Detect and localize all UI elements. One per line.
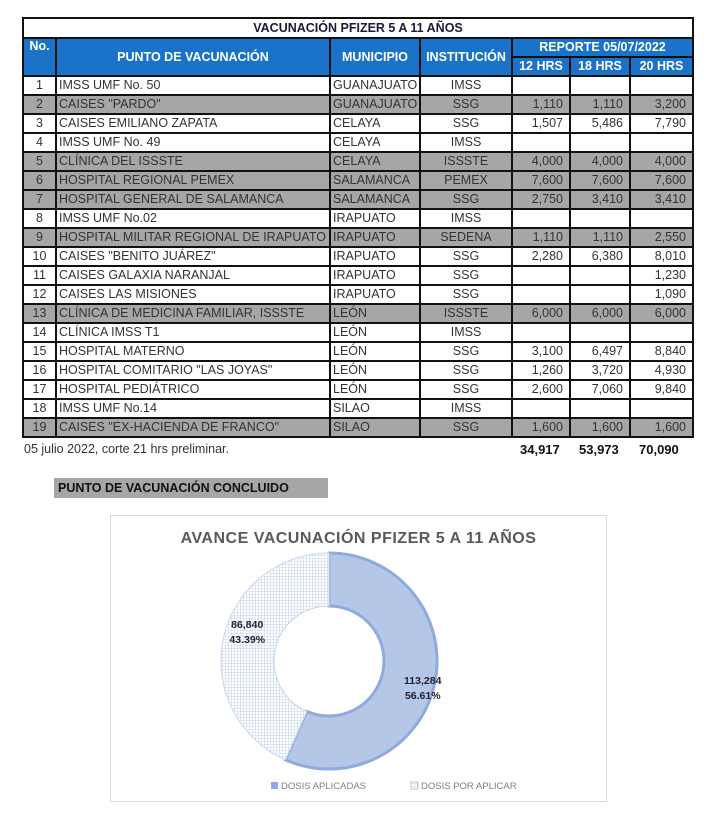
row-number: 2	[23, 95, 56, 114]
table-row	[23, 342, 693, 361]
legend-label-applied: DOSIS APLICADAS	[281, 781, 367, 792]
institution: SEDENA	[420, 228, 512, 247]
vaccination-point: IMSS UMF No.02	[56, 209, 330, 228]
doses-12hrs: 1,260	[512, 361, 570, 380]
row-number: 14	[23, 323, 56, 342]
doses-12hrs	[512, 285, 570, 304]
doses-20hrs: 6,000	[630, 304, 693, 323]
vaccination-point: CAISES "EX-HACIENDA DE FRANCO"	[56, 418, 330, 437]
doses-12hrs	[512, 76, 570, 95]
institution: SSG	[420, 266, 512, 285]
doses-12hrs	[512, 266, 570, 285]
doses-20hrs: 7,790	[630, 114, 693, 133]
doses-20hrs: 1,600	[630, 418, 693, 437]
institution: SSG	[420, 95, 512, 114]
header-18hrs: 18 HRS	[570, 57, 630, 76]
table-row	[23, 361, 693, 380]
municipality: IRAPUATO	[330, 266, 420, 285]
doses-12hrs: 1,600	[512, 418, 570, 437]
table-title: VACUNACIÓN PFIZER 5 A 11 AÑOS	[23, 18, 693, 38]
institution: SSG	[420, 342, 512, 361]
chart-canvas	[111, 516, 608, 803]
row-number: 6	[23, 171, 56, 190]
institution: SSG	[420, 285, 512, 304]
row-number: 7	[23, 190, 56, 209]
doses-18hrs: 5,486	[570, 114, 630, 133]
institution: SSG	[420, 380, 512, 399]
doses-20hrs: 9,840	[630, 380, 693, 399]
chart-title: AVANCE VACUNACIÓN PFIZER 5 A 11 AÑOS	[180, 530, 537, 547]
doses-18hrs	[570, 209, 630, 228]
row-number: 13	[23, 304, 56, 323]
doses-18hrs	[570, 285, 630, 304]
vaccination-point: IMSS UMF No. 49	[56, 133, 330, 152]
municipality: GUANAJUATO	[330, 76, 420, 95]
doses-18hrs	[570, 323, 630, 342]
doses-18hrs: 7,060	[570, 380, 630, 399]
doses-18hrs: 6,000	[570, 304, 630, 323]
doses-20hrs: 2,550	[630, 228, 693, 247]
header-punto: PUNTO DE VACUNACIÓN	[56, 38, 330, 76]
doses-18hrs: 3,410	[570, 190, 630, 209]
table-row	[23, 152, 693, 171]
row-number: 19	[23, 418, 56, 437]
table-row	[23, 114, 693, 133]
doses-20hrs	[630, 76, 693, 95]
vaccination-point: CLÍNICA DEL ISSSTE	[56, 152, 330, 171]
doses-18hrs: 1,600	[570, 418, 630, 437]
row-number: 10	[23, 247, 56, 266]
doses-12hrs: 1,110	[512, 95, 570, 114]
institution: ISSSTE	[420, 152, 512, 171]
table-row	[23, 266, 693, 285]
row-number: 11	[23, 266, 56, 285]
doses-18hrs: 1,110	[570, 228, 630, 247]
doses-12hrs: 1,110	[512, 228, 570, 247]
municipality: LEÓN	[330, 380, 420, 399]
doses-20hrs: 4,000	[630, 152, 693, 171]
doses-12hrs	[512, 323, 570, 342]
institution: SSG	[420, 114, 512, 133]
institution: IMSS	[420, 133, 512, 152]
doses-20hrs: 8,010	[630, 247, 693, 266]
row-number: 8	[23, 209, 56, 228]
row-number: 15	[23, 342, 56, 361]
doses-12hrs: 1,507	[512, 114, 570, 133]
doses-20hrs: 3,410	[630, 190, 693, 209]
doses-12hrs	[512, 209, 570, 228]
institution: SSG	[420, 418, 512, 437]
header-municipio: MUNICIPIO	[330, 38, 420, 76]
doses-20hrs: 7,600	[630, 171, 693, 190]
vaccination-point: HOSPITAL PEDIÁTRICO	[56, 380, 330, 399]
doses-20hrs: 1,090	[630, 285, 693, 304]
data-label-pending-value: 86,840	[231, 619, 264, 632]
table-row	[23, 399, 693, 418]
doses-12hrs: 2,750	[512, 190, 570, 209]
table-body	[23, 76, 693, 437]
institution: SSG	[420, 247, 512, 266]
table-row	[23, 304, 693, 323]
institution: IMSS	[420, 209, 512, 228]
doses-18hrs: 4,000	[570, 152, 630, 171]
municipality: LEÓN	[330, 361, 420, 380]
doses-20hrs	[630, 133, 693, 152]
municipality: SALAMANCA	[330, 171, 420, 190]
doses-12hrs	[512, 133, 570, 152]
table-row	[23, 209, 693, 228]
table-row	[23, 228, 693, 247]
doses-18hrs: 7,600	[570, 171, 630, 190]
vaccination-point: HOSPITAL COMITARIO "LAS JOYAS"	[56, 361, 330, 380]
vaccination-point: HOSPITAL MATERNO	[56, 342, 330, 361]
doses-18hrs	[570, 76, 630, 95]
row-number: 4	[23, 133, 56, 152]
donut-chart	[110, 515, 607, 802]
municipality: LEÓN	[330, 323, 420, 342]
vaccination-point: CAISES EMILIANO ZAPATA	[56, 114, 330, 133]
vaccination-report-table	[22, 17, 694, 438]
vaccination-point: CLÍNICA DE MEDICINA FAMILIAR, ISSSTE	[56, 304, 330, 323]
doses-18hrs: 6,380	[570, 247, 630, 266]
row-number: 5	[23, 152, 56, 171]
vaccination-point: CAISES "BENITO JUÁREZ"	[56, 247, 330, 266]
municipality: IRAPUATO	[330, 247, 420, 266]
municipality: IRAPUATO	[330, 228, 420, 247]
institution: IMSS	[420, 399, 512, 418]
row-number: 18	[23, 399, 56, 418]
vaccination-point: IMSS UMF No. 50	[56, 76, 330, 95]
municipality: SILAO	[330, 399, 420, 418]
doses-12hrs: 2,600	[512, 380, 570, 399]
vaccination-point: CAISES LAS MISIONES	[56, 285, 330, 304]
legend-swatch-pending	[411, 782, 418, 789]
legend-swatch-applied	[271, 782, 278, 789]
municipality: CELAYA	[330, 152, 420, 171]
doses-20hrs: 4,930	[630, 361, 693, 380]
doses-12hrs: 6,000	[512, 304, 570, 323]
row-number: 12	[23, 285, 56, 304]
row-number: 1	[23, 76, 56, 95]
vaccination-point: IMSS UMF No.14	[56, 399, 330, 418]
table-row	[23, 285, 693, 304]
doses-20hrs	[630, 399, 693, 418]
vaccination-point: HOSPITAL REGIONAL PEMEX	[56, 171, 330, 190]
institution: ISSSTE	[420, 304, 512, 323]
row-number: 16	[23, 361, 56, 380]
table-row	[23, 323, 693, 342]
doses-12hrs: 2,280	[512, 247, 570, 266]
vaccination-point: HOSPITAL GENERAL DE SALAMANCA	[56, 190, 330, 209]
doses-12hrs	[512, 399, 570, 418]
header-12hrs: 12 HRS	[512, 57, 570, 76]
table-row	[23, 133, 693, 152]
doses-18hrs: 3,720	[570, 361, 630, 380]
institution: SSG	[420, 190, 512, 209]
municipality: CELAYA	[330, 133, 420, 152]
table-row	[23, 190, 693, 209]
doses-20hrs: 3,200	[630, 95, 693, 114]
concluded-legend: PUNTO DE VACUNACIÓN CONCLUIDO	[54, 478, 328, 498]
legend-label-pending: DOSIS POR APLICAR	[421, 781, 517, 792]
municipality: SALAMANCA	[330, 190, 420, 209]
doses-18hrs	[570, 133, 630, 152]
header-no: No.	[23, 38, 56, 76]
doses-20hrs	[630, 323, 693, 342]
vaccination-point: HOSPITAL MILITAR REGIONAL DE IRAPUATO	[56, 228, 330, 247]
table-row	[23, 171, 693, 190]
municipality: GUANAJUATO	[330, 95, 420, 114]
doses-18hrs	[570, 266, 630, 285]
doses-18hrs: 6,497	[570, 342, 630, 361]
header-20hrs: 20 HRS	[630, 57, 693, 76]
total-18hrs: 53,973	[579, 442, 619, 457]
municipality: CELAYA	[330, 114, 420, 133]
institution: IMSS	[420, 76, 512, 95]
total-12hrs: 34,917	[520, 442, 560, 457]
row-number: 17	[23, 380, 56, 399]
data-label-applied-value: 113,284	[404, 674, 442, 687]
table-row	[23, 380, 693, 399]
data-label-pending-percent: 43.39%	[229, 634, 266, 647]
municipality: LEÓN	[330, 342, 420, 361]
doses-12hrs: 7,600	[512, 171, 570, 190]
vaccination-point: CAISES "PARDO"	[56, 95, 330, 114]
row-number: 9	[23, 228, 56, 247]
institution: IMSS	[420, 323, 512, 342]
doses-20hrs: 8,840	[630, 342, 693, 361]
table-row	[23, 418, 693, 437]
doses-12hrs: 4,000	[512, 152, 570, 171]
doses-18hrs	[570, 399, 630, 418]
doses-12hrs: 3,100	[512, 342, 570, 361]
header-reporte: REPORTE 05/07/2022	[512, 38, 693, 57]
municipality: IRAPUATO	[330, 285, 420, 304]
vaccination-point: CAISES GALAXIA NARANJAL	[56, 266, 330, 285]
vaccination-point: CLÍNICA IMSS T1	[56, 323, 330, 342]
data-label-applied-percent: 56.61%	[404, 689, 441, 702]
municipality: IRAPUATO	[330, 209, 420, 228]
total-20hrs: 70,090	[639, 442, 679, 457]
table-row	[23, 76, 693, 95]
municipality: LEÓN	[330, 304, 420, 323]
doses-20hrs	[630, 209, 693, 228]
institution: PEMEX	[420, 171, 512, 190]
municipality: SILAO	[330, 418, 420, 437]
row-number: 3	[23, 114, 56, 133]
doses-20hrs: 1,230	[630, 266, 693, 285]
table-row	[23, 95, 693, 114]
header-institucion: INSTITUCIÓN	[420, 38, 512, 76]
report-footnote: 05 julio 2022, corte 21 hrs preliminar.	[24, 442, 229, 456]
doses-18hrs: 1,110	[570, 95, 630, 114]
institution: SSG	[420, 361, 512, 380]
table-row	[23, 247, 693, 266]
